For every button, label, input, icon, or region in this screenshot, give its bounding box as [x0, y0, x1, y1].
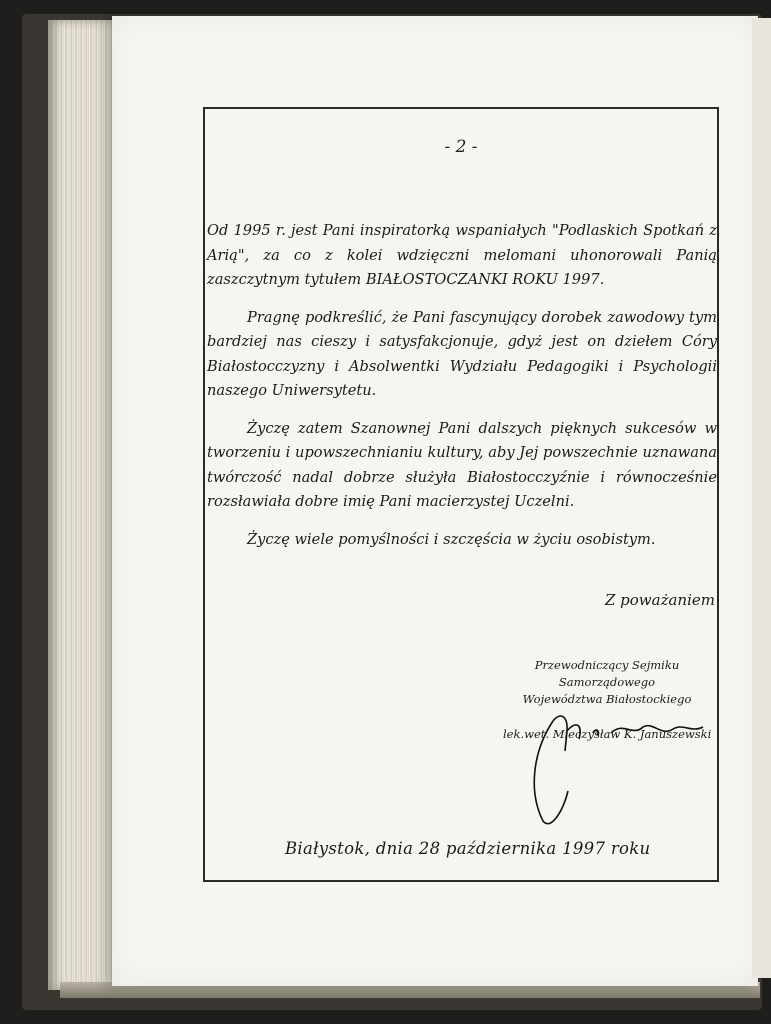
office-line-1: Przewodniczący Sejmiku Samorządowego: [534, 658, 680, 689]
letter-frame: [203, 107, 719, 882]
handwritten-signature: [523, 681, 723, 831]
paragraph-2: Pragnę podkreślić, że Pani fascynujący dorobek zawodowy tym bardziej nas cieszy i satysfakcjonuje, gdyż jest on dziełem Córy Białostocczyzny i Absolwentki Wydziału Pedagogiki i Psychologii naszego Uniwersytetu.: [207, 308, 717, 399]
letter-body: [207, 219, 717, 565]
next-page-edge: [752, 18, 771, 978]
office-line-2: Województwa Białostockiego: [522, 692, 692, 706]
signer-name: lek.wet. Mieczysław K. Januszewski: [503, 727, 712, 741]
closing-salutation: Z poważaniem: [604, 591, 715, 609]
paragraph-1: Od 1995 r. jest Pani inspiratorką wspaniałych "Podlaskich Spotkań z Arią", za co z kolei wdzięczni melomani uhonorowali Panią zaszczytnym tytułem BIAŁOSTOCZANKI ROKU 1997.: [207, 222, 717, 288]
paragraph-4: Życzę wiele pomyślności i szczęścia w życiu osobistym.: [247, 530, 656, 548]
place-and-date: Białystok, dnia 28 października 1997 roku: [285, 839, 651, 858]
paragraph-3: Życzę zatem Szanownej Pani dalszych pięknych sukcesów w tworzeniu i upowszechnianiu kultury, aby Jej powszechnie uznawana twórczość nadal dobrze służyła Białostocczyźnie i równocześnie rozsławiała dobre imię Pani macierzystej Uczelni.: [207, 419, 717, 510]
page-number: - 2 -: [444, 137, 478, 157]
